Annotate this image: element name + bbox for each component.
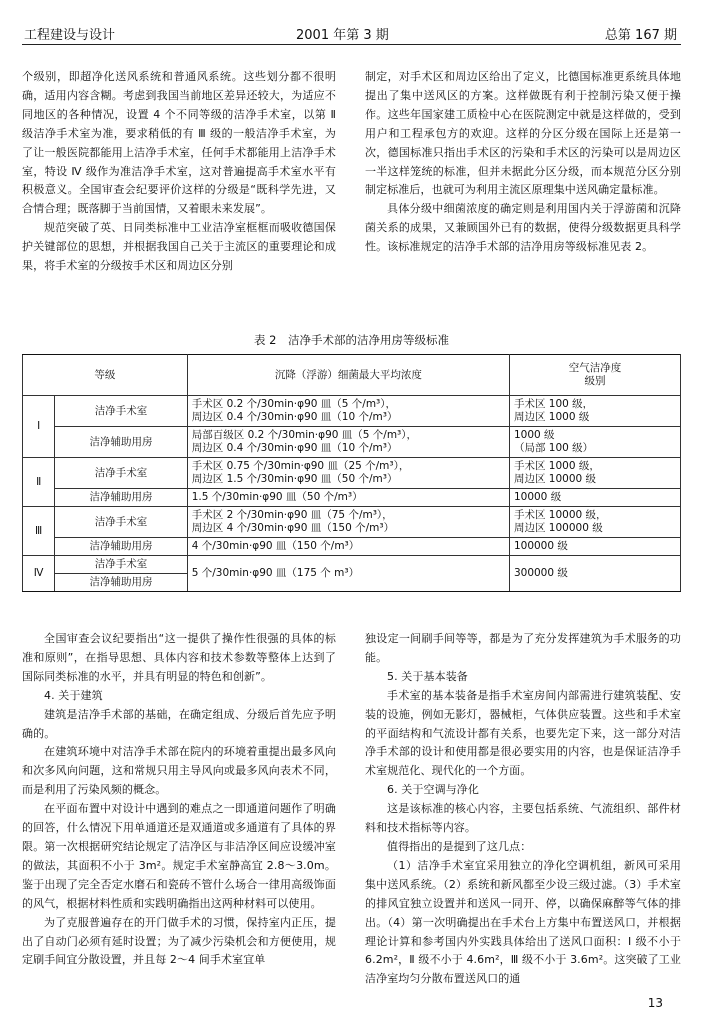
grade-cell: Ⅳ [23,556,55,592]
section-heading: 4. 关于建筑 [44,688,103,702]
table-caption: 表 2 洁净手术部的洁净用房等级标准 [254,333,449,347]
room-cell: 洁净手术室 [55,396,187,427]
cleanroom-grade-table [22,354,681,592]
paragraph: 值得指出的是提到了这几点： [387,839,532,853]
page-number: 13 [647,996,663,1010]
air-class-cell: 100000 级 [509,538,680,556]
section-heading: 6. 关于空调与净化 [387,783,479,797]
paragraph: 全国审查会议纪要指出“这一提供了操作性很强的具体的标准和原则”，在指导思想、具体内容和技术参数等整体上达到了国际同类标准的水平，并具有明显的特色和创新”。 [22,632,336,683]
paragraph: 个级别，即超净化送风系统和普通风系统。这些划分都不很明确，适用内容含糊。考虑到我国当前地区差异还较大，为适应不同地区的各种情况，设置 4 个不同等级的洁净手术室，以第 Ⅱ 级洁净手术室为准，要求稍低的有 Ⅲ 级的一般洁净手术室，为了让一般医院都能用上洁净手术室，任何手术都能用上洁净手术室，特设 Ⅳ 级作为准洁净手术室，这对普遍提高手术室水平有积极意义。全国审查会纪要评价这样的分级是“既科学先进，又合情合理；既落脚于当前国情，又着眼未来发展”。 [22,70,336,216]
grade-cell: Ⅱ [23,458,55,507]
air-class-cell: 300000 级 [509,556,680,592]
issue-label: 2001 年第 3 期 [296,28,389,43]
room-cell: 洁净手术室 [55,458,187,489]
paragraph: 建筑是洁净手术部的基础，在确定组成、分级后首先应予明确的。 [22,707,336,740]
table-row [23,507,681,538]
air-class-cell: 手术区 100 级， 周边区 1000 级 [509,396,680,427]
top-right-column [365,68,681,257]
air-class-cell: 1000 级 （局部 100 级） [509,427,680,458]
concentration-cell: 手术区 2 个/30min·φ90 皿（75 个/m³）， 周边区 4 个/30min·φ90 皿（150 个/m³） [187,507,509,538]
top-left-column [22,68,336,276]
air-class-cell: 手术区 10000 级， 周边区 100000 级 [509,507,680,538]
paragraph: 手术室的基本装备是指手术室房间内部需进行建筑装配、安装的设施，例如无影灯，器械柜，气体供应装置。这些和手术室的平面结构和气流设计都有关系，也要先定下来，这一部分对洁净手术部的设计和使用都是很必要实用的内容，也是保证洁净手术室规范化、现代化的一个方面。 [365,688,681,778]
room-cell: 洁净辅助用房 [55,538,187,556]
paragraph: 在平面布置中对设计中遇到的难点之一即通道问题作了明确的回答，什么情况下用单通道还是双通道或多通道有了具体的界限。第一次根据研究结论规定了洁净区与非洁净区间应设缓冲室的做法，其面积不小于 3m²。规定手术室静高宜 2.8～3.0m。鉴于出现了完全否定水磨石和瓷砖不管什么场合一律用高级饰面的风气，根据材料性质和实践明确指出这两种材料可以使用。 [22,802,336,910]
table-row [23,489,681,507]
table-row [23,538,681,556]
table-row [23,556,681,574]
grade-cell: Ⅰ [23,396,55,458]
paragraph: 制定，对手术区和周边区给出了定义，比德国标准更系统具体地提出了集中送风区的方案。这样做既有利于控制污染又便于操作。这些年国家建工质检中心在医院测定中就是这样做的，受到用户和工程承包方的欢迎。这样的分区分级在国际上还是第一次，德国标准只指出手术区的污染和手术区的污染可以是周边区一半这样笼统的标准，但并未据此分区分级，而本规范分区分别制定标准后，也就可为利用主流区原理集中送风确定量标准。 [365,70,681,197]
total-issue-label: 总第 167 期 [604,28,677,43]
room-cell: 洁净手术室 [55,507,187,538]
grade-cell: Ⅲ [23,507,55,556]
paragraph: 独设定一间刷手间等等，都是为了充分发挥建筑为手术服务的功能。 [365,632,681,664]
paragraph: 在建筑环境中对洁净手术部在院内的环境着重提出最多风向和次多风向问题，这和常规只用主导风向或最多风向表术不同，而是利用了污染风频的概念。 [22,745,336,797]
table-row [23,458,681,489]
room-cell: 洁净手术室 [55,556,187,574]
concentration-cell: 4 个/30min·φ90 皿（150 个/m³） [187,538,509,556]
header-concentration: 沉降（浮游）细菌最大平均浓度 [187,355,509,396]
concentration-cell: 手术区 0.75 个/30min·φ90 皿（25 个/m³）， 周边区 1.5 个/30min·φ90 皿（50 个/m³） [187,458,509,489]
bottom-right-column [365,630,681,989]
paragraph: 为了克服普遍存在的开门做手术的习惯，保持室内正压，提出了自动门必须有延时设置；为了减少污染机会和方便使用，规定刷手间宜分散设置，并且每 2～4 间手术室宜单 [22,915,336,967]
air-class-cell: 10000 级 [509,489,680,507]
room-cell: 洁净辅助用房 [55,427,187,458]
journal-name: 工程建设与设计 [24,28,116,43]
paragraph: 规范突破了英、日同类标准中工业洁净室框框而吸收德国保护关键部位的思想，并根据我国自己关于主流区的重要理论和成果，将手术室的分级按手术区和周边区分别 [22,221,336,273]
paragraph: 这是该标准的核心内容，主要包括系统、气流组织、部件材料和技术指标等内容。 [365,802,681,835]
room-cell: 洁净辅助用房 [55,489,187,507]
table-row [23,427,681,458]
table-row [23,396,681,427]
concentration-cell: 局部百级区 0.2 个/30min·φ90 皿（5 个/m³）， 周边区 0.4 个/30min·φ90 皿（10 个/m³） [187,427,509,458]
room-cell: 洁净辅助用房 [55,574,187,592]
bottom-left-column [22,630,336,970]
concentration-cell: 1.5 个/30min·φ90 皿（50 个/m³） [187,489,509,507]
header-air-class: 空气洁净度 级别 [509,355,680,396]
concentration-cell: 5 个/30min·φ90 皿（175 个 m³） [187,556,509,592]
table-header-row [23,355,681,396]
air-class-cell: 手术区 1000 级， 周边区 10000 级 [509,458,680,489]
page-header [22,22,681,45]
header-grade: 等级 [23,355,188,396]
section-heading: 5. 关于基本装备 [387,669,468,683]
paragraph: （1）洁净手术室宜采用独立的净化空调机组，新风可采用集中送风系统。（2）系统和新风都至少设三级过滤。（3）手术室的排风宜独立设置并和送风一同开、停，以确保麻醉等气体的排出。（4）第一次明确提出在手术台上方集中布置送风口，并根据理论计算和参考国内外实践具体给出了送风口面积：Ⅰ 级不小于 6.2m²，Ⅱ 级不小于 4.6m²，Ⅲ 级不小于 3.6m²。这突破了工业洁净室均匀分散布置送风口的通 [365,858,681,986]
paragraph: 具体分级中细菌浓度的确定则是利用国内关于浮游菌和沉降菌关系的成果，又兼顾国外已有的数据，使得分级数据更具科学性。该标准规定的洁净手术部的洁净用房等级标准见表 2。 [365,202,681,254]
concentration-cell: 手术区 0.2 个/30min·φ90 皿（5 个/m³）， 周边区 0.4 个/30min·φ90 皿（10 个/m³） [187,396,509,427]
